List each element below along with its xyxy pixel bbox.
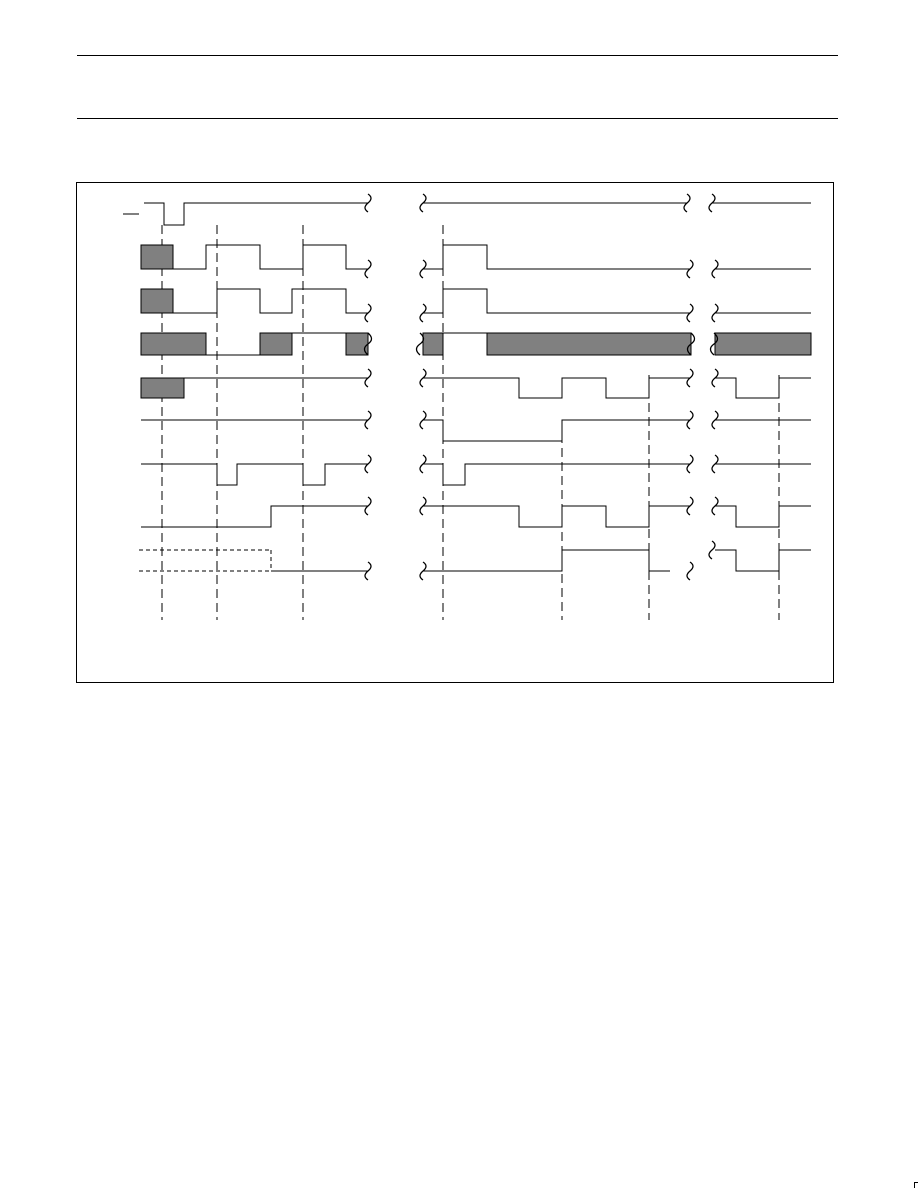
signal-8-wave [715, 506, 811, 527]
signal-7-wave [141, 464, 368, 485]
signal-2-filled-region [141, 245, 173, 269]
signal-6-wave [423, 420, 690, 441]
signal-5-wave [715, 378, 811, 398]
signal-3-wave [173, 289, 368, 313]
signal-3-wave [423, 289, 690, 313]
timing-markers [162, 225, 779, 620]
signal-1-wave [144, 203, 368, 225]
waveforms [123, 203, 811, 571]
page-corner-mark [914, 1182, 918, 1188]
signal-9-wave [423, 550, 670, 571]
signal-4-filled-region [423, 333, 443, 355]
signal-4-filled-region [487, 333, 691, 355]
signal-9-undefined-region [139, 550, 271, 571]
signal-7-wave [423, 464, 690, 485]
time-break-mark [709, 541, 715, 559]
signal-4-filled-region [260, 333, 292, 355]
signal-4-filled-region [715, 333, 811, 355]
signal-8-wave [423, 506, 690, 527]
filled-regions [141, 245, 811, 398]
time-break-mark [417, 333, 424, 355]
figure-frame [77, 183, 834, 683]
signal-2-wave [173, 245, 368, 269]
signal-9-wave [715, 550, 811, 571]
signal-4-filled-region [141, 333, 206, 355]
signal-8-wave [141, 506, 368, 527]
signal-5-wave [423, 378, 690, 398]
signal-3-filled-region [141, 289, 173, 313]
signal-2-wave [423, 245, 690, 269]
time-break-marks [365, 194, 719, 580]
time-break-mark [687, 562, 693, 580]
signal-5-filled-region [141, 378, 184, 398]
